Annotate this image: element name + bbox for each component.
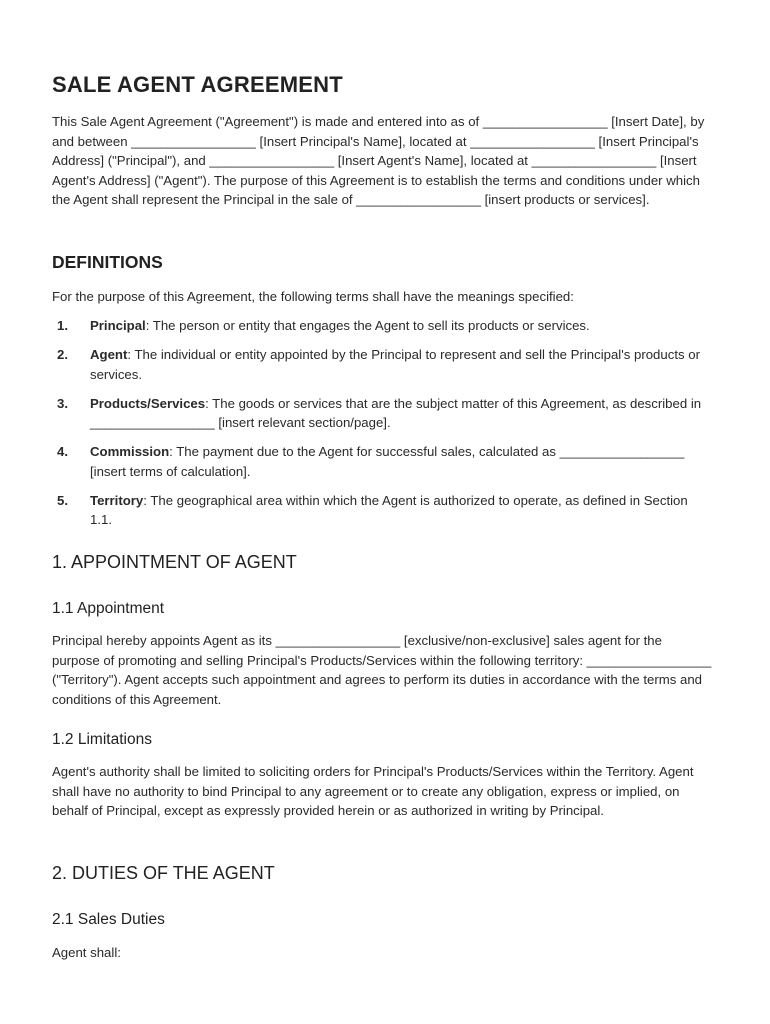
definition-text: : The person or entity that engages the Agent to sell its products or services.: [145, 318, 590, 333]
definitions-heading: DEFINITIONS: [52, 252, 163, 272]
definition-term: Agent: [90, 346, 128, 362]
section-1-2-text: Agent's authority shall be limited to soliciting orders for Principal's Products/Services within the Territory. Agent shall have no authority to bind Principal to any agreement or to create any obligation, express or implied, on behalf of Principal, except as expressly provided herein or as authorized in writing by Principal.: [52, 764, 694, 819]
definition-item: [52, 394, 712, 433]
definition-item: [52, 442, 712, 481]
definition-text: : The payment due to the Agent for successful sales, calculated as _________________ [insert terms of calculation].: [90, 444, 685, 479]
section-1-2-heading: 1.2 Limitations: [52, 731, 152, 748]
definition-item: [52, 316, 712, 336]
definition-number: 3.: [57, 395, 68, 411]
section-2-1-text: Agent shall:: [52, 945, 121, 960]
section-2-1-heading: 2.1 Sales Duties: [52, 911, 165, 928]
definition-text: : The geographical area within which the Agent is authorized to operate, as defined in Section 1.1.: [90, 492, 688, 528]
definition-number: 1.: [57, 318, 68, 333]
definition-number: 2.: [57, 346, 68, 362]
definition-item: [52, 345, 712, 384]
definitions-list: [52, 316, 712, 539]
intro-paragraph: This Sale Agent Agreement ("Agreement") is made and entered into as of _________________ [Insert Date], by and between _________________ [Insert Principal's Name], located at _________________ [Insert Principal's Address] ("Principal"), and _________________ [Insert Agent's Name], located at _________________ [Insert Agent's Address] ("Agent"). The purpose of this Agreement is to establish the terms and conditions under which the Agent shall represent the Principal in the sale of _________________ [insert products or services].: [52, 114, 705, 208]
section-1-1-heading: 1.1 Appointment: [52, 600, 165, 617]
section-1-heading: 1. APPOINTMENT OF AGENT: [52, 552, 297, 572]
definition-text: : The individual or entity appointed by the Principal to represent and sell the Principal's products or services.: [90, 346, 700, 382]
definition-item: [52, 491, 712, 530]
definition-term: Territory: [90, 492, 144, 508]
definition-number: 4.: [57, 444, 68, 460]
definition-term: Principal: [90, 318, 146, 333]
definition-term: Commission: [90, 444, 170, 460]
section-2-heading: 2. DUTIES OF THE AGENT: [52, 863, 275, 883]
definition-number: 5.: [57, 492, 68, 508]
definition-text: : The goods or services that are the subject matter of this Agreement, as described in _________________ [insert relevant section/page].: [90, 395, 702, 431]
section-1-1-text: Principal hereby appoints Agent as its _________________ [exclusive/non-exclusive] sales agent for the purpose of promoting and selling Principal's Products/Services within the following territory: _________________ ("Territory"). Agent accepts such appointment and agrees to perform its duties in accordance with the terms and conditions of this Agreement.: [52, 633, 712, 707]
document-title: SALE AGENT AGREEMENT: [52, 72, 343, 97]
definitions-lead: For the purpose of this Agreement, the following terms shall have the meanings specified:: [52, 289, 574, 304]
definition-term: Products/Services: [90, 395, 206, 411]
